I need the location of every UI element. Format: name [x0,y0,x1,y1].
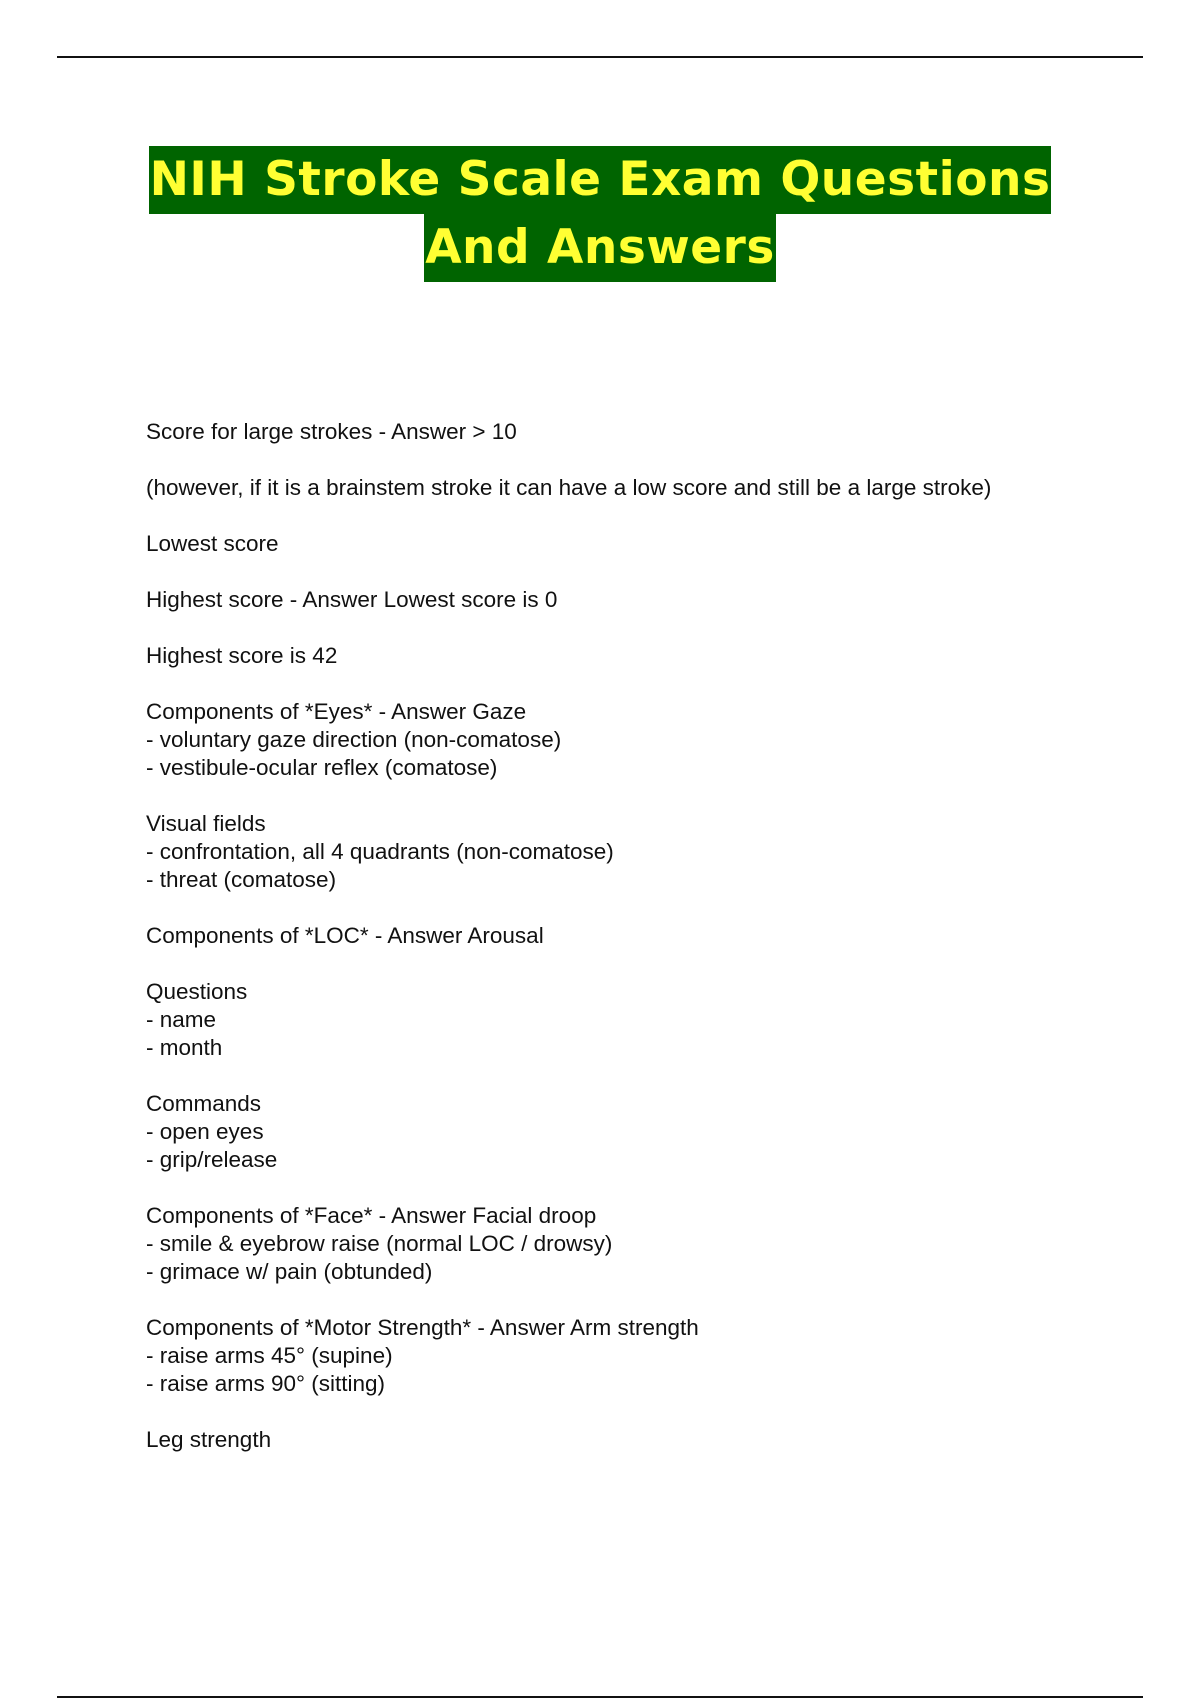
qa-line: - name [146,1007,217,1032]
qa-block [146,922,1146,950]
qa-block [146,1314,1146,1398]
qa-line: - raise arms 45° (supine) [146,1343,393,1368]
qa-line: - smile & eyebrow raise (normal LOC / drowsy) [146,1231,613,1256]
qa-line: Commands [146,1091,262,1116]
qa-block [146,474,1146,502]
qa-line: Components of *Eyes* - Answer Gaze [146,699,527,724]
qa-line: Questions [146,979,248,1004]
qa-block [146,418,1146,446]
qa-line: Highest score - Answer Lowest score is 0 [146,587,558,612]
qa-line: - raise arms 90° (sitting) [146,1371,386,1396]
title-line-1: NIH Stroke Scale Exam Questions [149,146,1052,214]
qa-line: - grip/release [146,1147,278,1172]
qa-block [146,1090,1146,1174]
qa-line: Leg strength [146,1427,272,1452]
qa-block [146,530,1146,558]
qa-block [146,978,1146,1062]
qa-line: Lowest score [146,531,279,556]
qa-block [146,698,1146,782]
qa-block [146,1202,1146,1286]
top-rule [57,56,1143,58]
qa-line: Score for large strokes - Answer > 10 [146,419,517,444]
qa-line: (however, if it is a brainstem stroke it can have a low score and still be a large stroke) [146,475,992,500]
qa-line: Components of *Face* - Answer Facial droop [146,1203,597,1228]
bottom-rule [57,1696,1143,1698]
qa-line: - voluntary gaze direction (non-comatose) [146,727,562,752]
qa-line: - vestibule-ocular reflex (comatose) [146,755,498,780]
qa-line: Highest score is 42 [146,643,338,668]
qa-line: - month [146,1035,223,1060]
document-title [0,146,1200,282]
qa-block [146,810,1146,894]
qa-line: Components of *LOC* - Answer Arousal [146,923,544,948]
qa-block [146,1426,1146,1454]
qa-line: - confrontation, all 4 quadrants (non-comatose) [146,839,614,864]
qa-block [146,642,1146,670]
qa-line: - open eyes [146,1119,264,1144]
qa-line: - threat (comatose) [146,867,337,892]
qa-line: Visual fields [146,811,266,836]
qa-content [146,418,1146,1482]
title-line-2: And Answers [424,214,776,282]
qa-line: Components of *Motor Strength* - Answer Arm strength [146,1315,699,1340]
qa-block [146,586,1146,614]
qa-line: - grimace w/ pain (obtunded) [146,1259,433,1284]
